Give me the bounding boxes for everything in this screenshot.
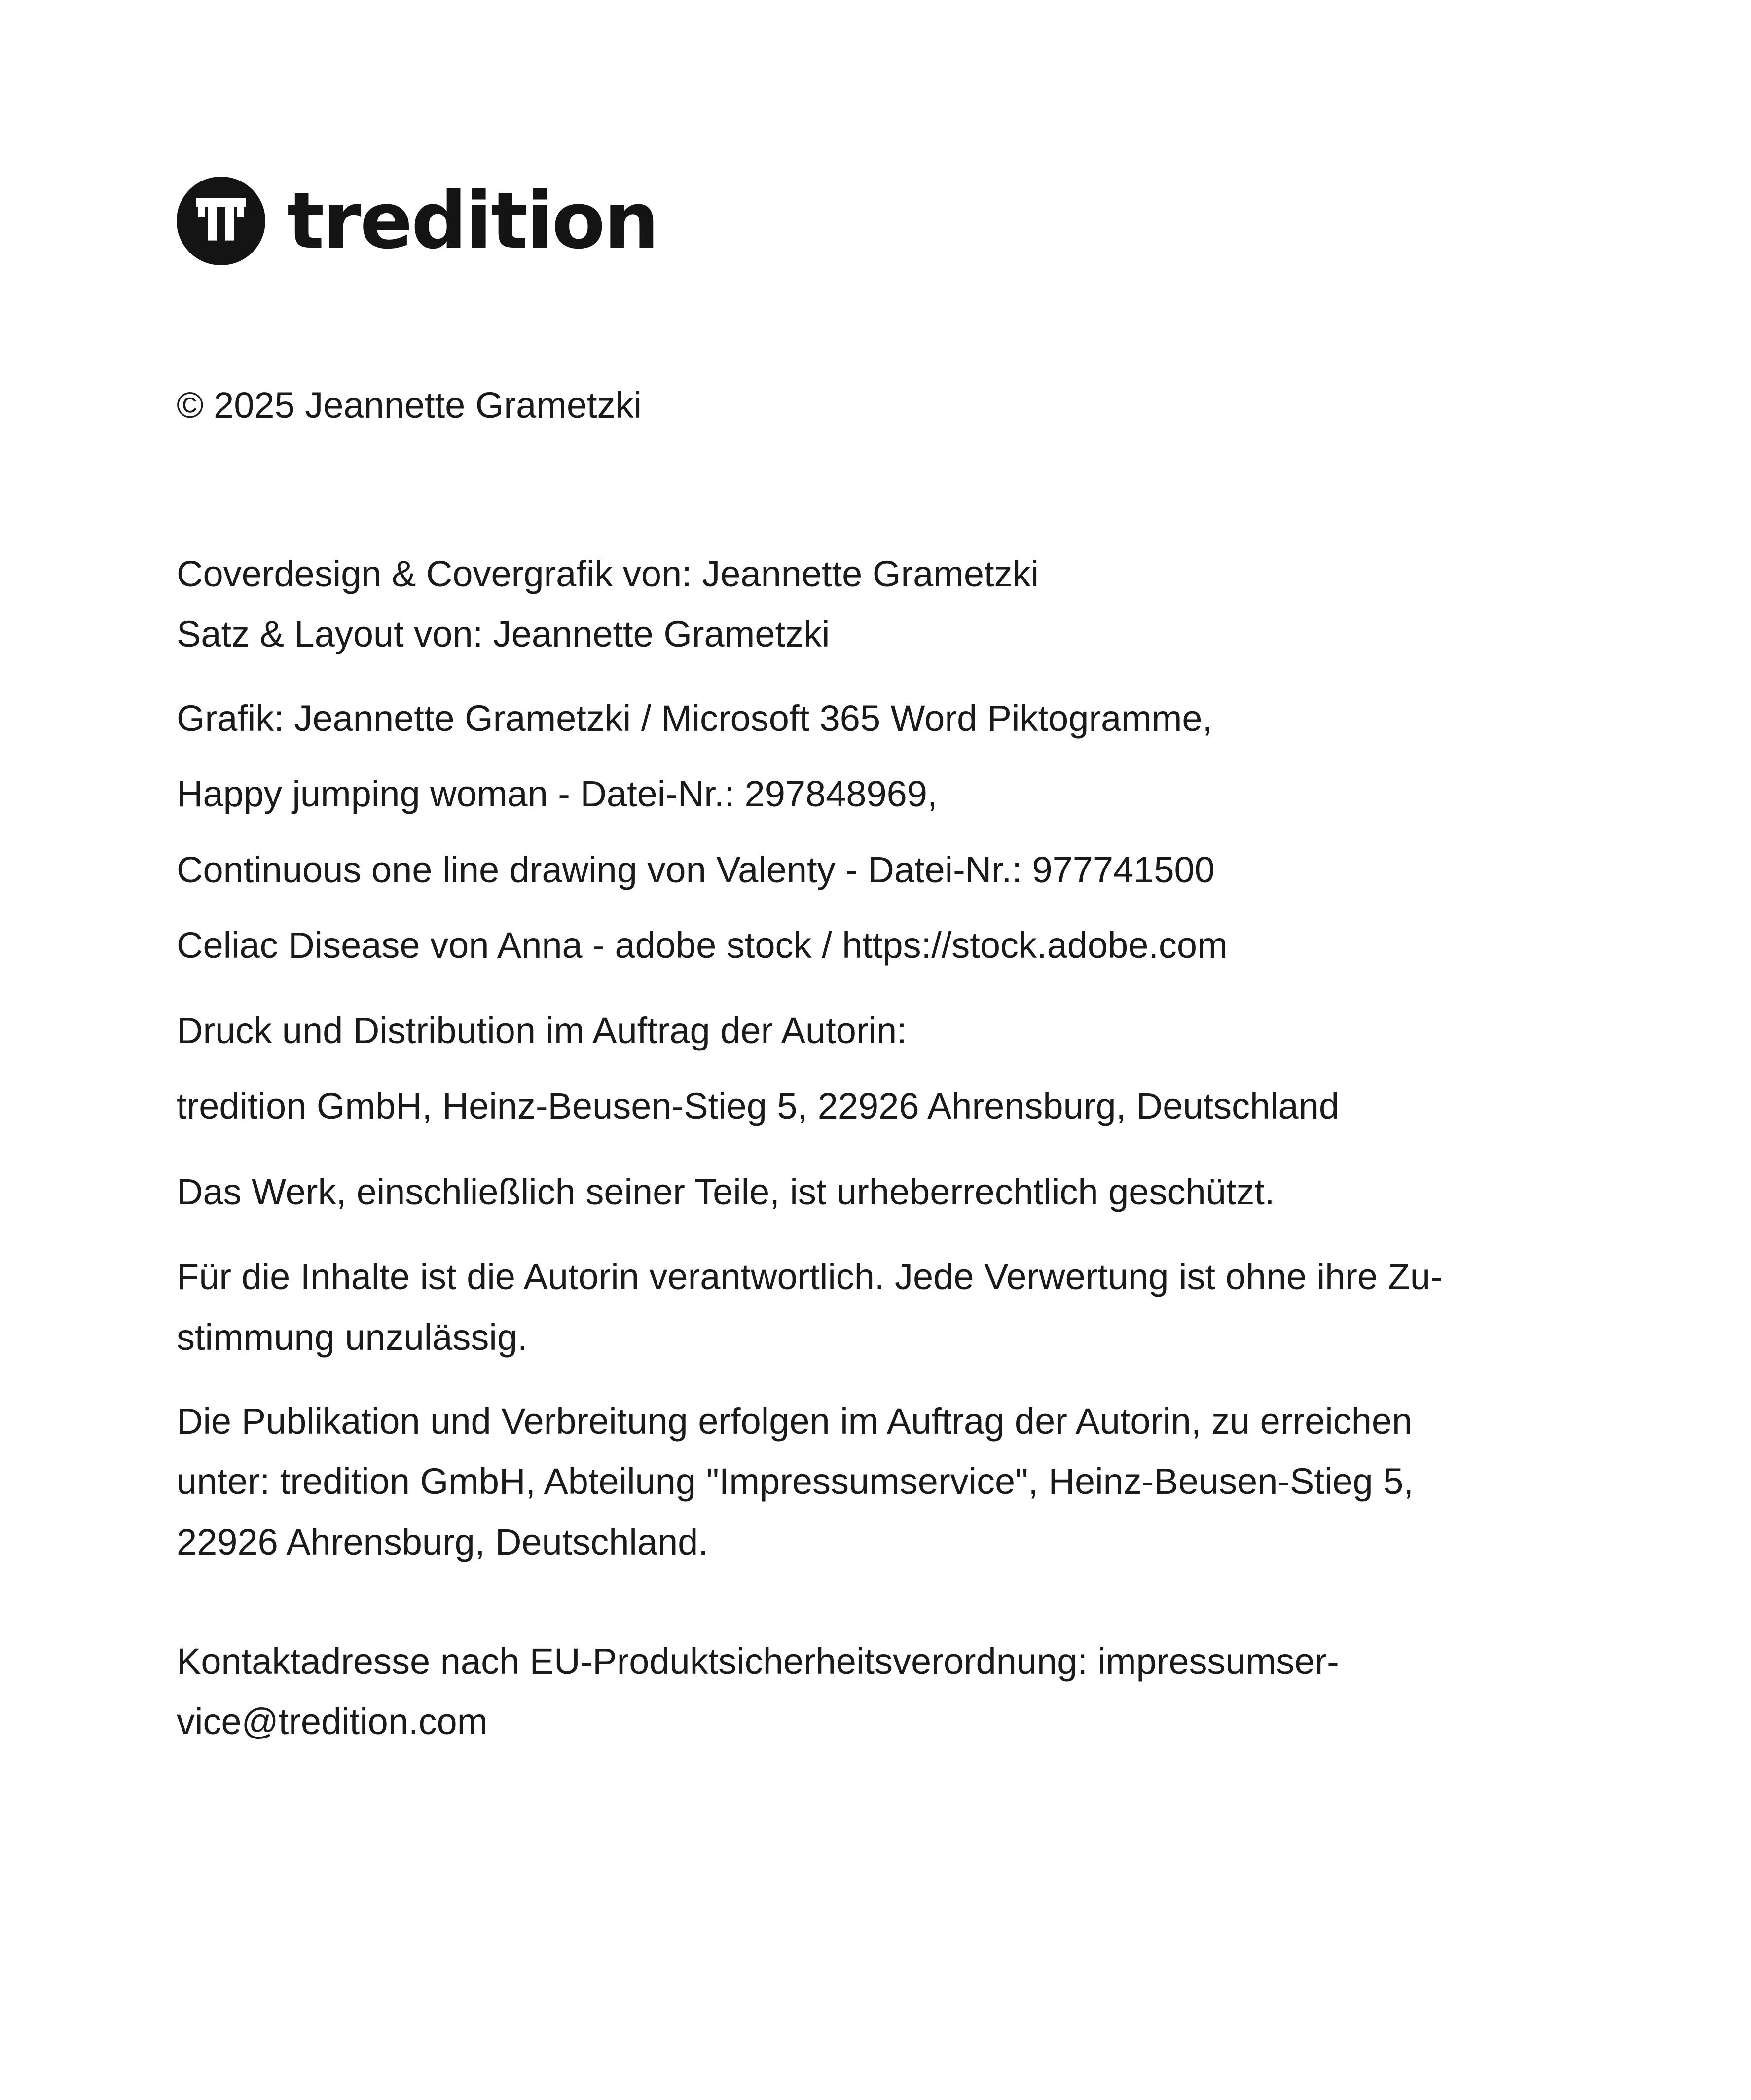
graphics-credit-line: Grafik: Jeannette Grametzki / Microsoft 365 Word Piktogramme, (177, 698, 1213, 739)
contact-address-line: vice@tredition.com (177, 1701, 488, 1742)
logo-wordmark: tredition (287, 176, 658, 266)
contact-address-line: Kontaktadresse nach EU-Produktsicherheitsverordnung: impressumser- (177, 1641, 1339, 1682)
publisher-logo (177, 177, 658, 265)
responsibility-notice-line: stimmung unzulässig. (177, 1317, 528, 1358)
copyright-line: © 2025 Jeannette Grametzki (177, 385, 642, 426)
publication-notice-line: 22926 Ahrensburg, Deutschland. (177, 1521, 708, 1562)
tredition-logo-icon (177, 177, 265, 265)
distribution-address: tredition GmbH, Heinz-Beusen-Stieg 5, 22926 Ahrensburg, Deutschland (177, 1086, 1340, 1126)
copyright-protection-notice: Das Werk, einschließlich seiner Teile, ist urheberrechtlich geschützt. (177, 1171, 1275, 1212)
layout-credit: Satz & Layout von: Jeannette Grametzki (177, 614, 830, 654)
graphics-credit-line: Happy jumping woman - Datei-Nr.: 297848969, (177, 773, 938, 814)
publication-notice-line: Die Publikation und Verbreitung erfolgen im Auftrag der Autorin, zu erreichen (177, 1401, 1413, 1442)
graphics-credit-line: Continuous one line drawing von Valenty - Datei-Nr.: 977741500 (177, 849, 1215, 890)
publication-notice-line: unter: tredition GmbH, Abteilung "Impressumservice", Heinz-Beusen-Stieg 5, (177, 1461, 1414, 1502)
distribution-heading: Druck und Distribution im Auftrag der Autorin: (177, 1010, 907, 1051)
graphics-credit-line: Celiac Disease von Anna - adobe stock / https://stock.adobe.com (177, 925, 1228, 966)
cover-credit: Coverdesign & Covergrafik von: Jeannette Grametzki (177, 553, 1039, 594)
responsibility-notice-line: Für die Inhalte ist die Autorin verantwortlich. Jede Verwertung ist ohne ihre Zu- (177, 1256, 1443, 1297)
